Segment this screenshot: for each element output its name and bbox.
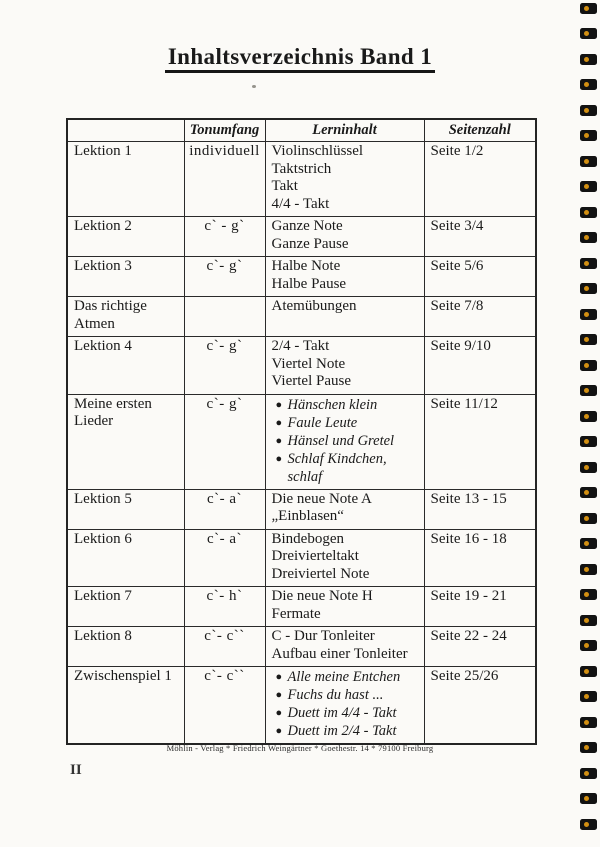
page-title — [0, 44, 600, 70]
binding-hole — [580, 411, 597, 422]
table-header-row — [67, 119, 536, 142]
tonumfang-cell: individuell — [184, 142, 265, 217]
bullet-item-text: Duett im 2/4 - Takt — [287, 723, 397, 739]
contents-table — [66, 118, 537, 745]
binding-hole — [580, 640, 597, 651]
binding-hole — [580, 28, 597, 39]
binding-hole — [580, 105, 597, 116]
seitenzahl-cell: Seite 3/4 — [424, 217, 536, 257]
tonumfang-cell: c`- c`` — [184, 667, 265, 745]
lerninhalt-line: Ganze Note — [271, 218, 343, 234]
lerninhalt-cell — [265, 489, 424, 529]
publisher-footer: Möhlin - Verlag * Friedrich Weingärtner * Goethestr. 14 * 79100 Freiburg — [166, 743, 434, 753]
lerninhalt-line: Aufbau einer Tonleiter — [271, 645, 408, 662]
bullet-icon: ● — [275, 707, 283, 719]
binding-hole — [580, 589, 597, 600]
binding-hole — [580, 334, 597, 345]
lerninhalt-line: Fermate — [271, 605, 321, 622]
binding-hole — [580, 564, 597, 575]
seitenzahl-cell: Seite 1/2 — [424, 142, 536, 217]
binding-wire-dot — [584, 771, 589, 776]
seitenzahl-cell: Seite 13 - 15 — [424, 489, 536, 529]
bullet-item-text: Faule Leute — [287, 414, 358, 431]
binding-wire-dot — [584, 286, 589, 291]
binding-wire-dot — [584, 363, 589, 368]
row-label-cell: Lektion 6 — [67, 529, 184, 587]
binding-hole — [580, 258, 597, 269]
bullet-icon: ● — [275, 452, 283, 465]
lerninhalt-line: Viertel Note — [271, 355, 346, 372]
bullet-item-text: Hänsel und Gretel — [287, 432, 395, 449]
tonumfang-cell: c`- c`` — [184, 627, 265, 667]
binding-wire-dot — [584, 516, 589, 521]
lerninhalt-line: Takt — [271, 178, 298, 194]
bullet-item — [272, 396, 414, 414]
binding-wire-dot — [584, 337, 589, 342]
table-row — [67, 142, 536, 217]
bullet-item-text: Hänschen klein — [287, 396, 378, 413]
binding-hole — [580, 691, 597, 702]
binding-wire-dot — [584, 694, 589, 699]
row-label-cell: Lektion 4 — [67, 337, 184, 395]
binding-hole — [580, 717, 597, 728]
seitenzahl-cell: Seite 7/8 — [424, 297, 536, 337]
scan-speck — [252, 85, 256, 88]
header-empty — [67, 119, 184, 142]
row-label-cell: Zwischenspiel 1 — [67, 667, 184, 745]
table-row — [67, 394, 536, 489]
binding-hole — [580, 79, 597, 90]
binding-wire-dot — [584, 133, 589, 138]
bullet-item — [272, 722, 414, 740]
binding-hole — [580, 130, 597, 141]
binding-wire-dot — [584, 796, 589, 801]
row-label-cell: Lektion 8 — [67, 627, 184, 667]
binding-wire-dot — [584, 159, 589, 164]
binding-hole — [580, 513, 597, 524]
bullet-item-text: Duett im 4/4 - Takt — [287, 705, 397, 721]
bullet-item-text: Alle meine Entchen — [287, 669, 401, 685]
binding-wire-dot — [584, 490, 589, 495]
table-row — [67, 297, 536, 337]
table-row — [67, 489, 536, 529]
binding-wire-dot — [584, 592, 589, 597]
binding-wire-dot — [584, 312, 589, 317]
lerninhalt-cell — [265, 337, 424, 395]
lerninhalt-line: Ganze Pause — [271, 235, 349, 252]
table-row — [67, 587, 536, 627]
seitenzahl-cell: Seite 22 - 24 — [424, 627, 536, 667]
tonumfang-cell: c`- g` — [184, 257, 265, 297]
binding-hole — [580, 207, 597, 218]
seitenzahl-cell: Seite 19 - 21 — [424, 587, 536, 627]
lerninhalt-line: Violinschlüssel — [271, 143, 364, 159]
lerninhalt-line: Bindebogen — [271, 530, 344, 547]
header-tonumfang: Tonumfang — [184, 119, 265, 142]
page-number: II — [70, 762, 82, 778]
binding-hole — [580, 768, 597, 779]
binding-hole — [580, 462, 597, 473]
binding-wire-dot — [584, 567, 589, 572]
binding-hole — [580, 3, 597, 14]
spiral-binding — [574, 0, 600, 847]
row-label-cell: Lektion 5 — [67, 489, 184, 529]
bullet-item — [272, 450, 414, 486]
bullet-icon: ● — [275, 725, 283, 737]
binding-wire-dot — [584, 261, 589, 266]
bullet-item — [272, 704, 414, 722]
binding-hole — [580, 156, 597, 167]
bullet-icon: ● — [275, 416, 283, 429]
lerninhalt-cell — [265, 667, 424, 745]
tonumfang-cell: c` - g` — [184, 217, 265, 257]
binding-wire-dot — [584, 235, 589, 240]
lerninhalt-line: Die neue Note A — [271, 490, 372, 507]
seitenzahl-cell: Seite 9/10 — [424, 337, 536, 395]
binding-hole — [580, 666, 597, 677]
binding-hole — [580, 360, 597, 371]
lerninhalt-line: Dreivierteltakt — [271, 548, 359, 564]
lerninhalt-line: Taktstrich — [271, 160, 332, 177]
lerninhalt-line: 4/4 - Takt — [271, 195, 330, 212]
bullet-item-text: Fuchs du hast ... — [287, 687, 384, 703]
binding-wire-dot — [584, 210, 589, 215]
binding-wire-dot — [584, 720, 589, 725]
binding-wire-dot — [584, 388, 589, 393]
bullet-item — [272, 686, 414, 704]
binding-hole — [580, 283, 597, 294]
table-row — [67, 217, 536, 257]
seitenzahl-cell: Seite 25/26 — [424, 667, 536, 745]
header-lerninhalt: Lerninhalt — [265, 119, 424, 142]
binding-hole — [580, 819, 597, 830]
seitenzahl-cell: Seite 5/6 — [424, 257, 536, 297]
binding-hole — [580, 538, 597, 549]
bullet-item — [272, 432, 414, 450]
lerninhalt-line: 2/4 - Takt — [271, 338, 330, 354]
bullet-item-text: Schlaf Kindchen, schlaf — [287, 450, 387, 485]
binding-hole — [580, 436, 597, 447]
page-title-text: Inhaltsverzeichnis Band 1 — [165, 44, 435, 73]
binding-wire-dot — [584, 108, 589, 113]
binding-wire-dot — [584, 465, 589, 470]
binding-hole — [580, 309, 597, 320]
bullet-item — [272, 414, 414, 432]
lerninhalt-cell — [265, 257, 424, 297]
table-row — [67, 257, 536, 297]
lerninhalt-line: Die neue Note H — [271, 588, 373, 604]
lerninhalt-cell — [265, 627, 424, 667]
binding-wire-dot — [584, 184, 589, 189]
tonumfang-cell: c`- g` — [184, 337, 265, 395]
row-label-cell: Lektion 2 — [67, 217, 184, 257]
table-row — [67, 337, 536, 395]
binding-hole — [580, 232, 597, 243]
table-row — [67, 627, 536, 667]
binding-hole — [580, 181, 597, 192]
lerninhalt-cell — [265, 217, 424, 257]
tonumfang-cell: c`- a` — [184, 529, 265, 587]
row-label-cell: Lektion 3 — [67, 257, 184, 297]
lerninhalt-cell — [265, 529, 424, 587]
seitenzahl-cell: Seite 11/12 — [424, 394, 536, 489]
bullet-icon: ● — [275, 671, 283, 683]
table-row — [67, 529, 536, 587]
bullet-item — [272, 668, 414, 686]
row-label-cell: Lektion 7 — [67, 587, 184, 627]
binding-wire-dot — [584, 541, 589, 546]
lerninhalt-line: Halbe Note — [271, 258, 341, 274]
binding-wire-dot — [584, 618, 589, 623]
row-label-cell: Das richtige Atmen — [67, 297, 184, 337]
binding-wire-dot — [584, 31, 589, 36]
lerninhalt-line: Viertel Pause — [271, 373, 351, 389]
binding-hole — [580, 487, 597, 498]
binding-wire-dot — [584, 669, 589, 674]
binding-wire-dot — [584, 822, 589, 827]
tonumfang-cell: c`- a` — [184, 489, 265, 529]
tonumfang-cell: c`- g` — [184, 394, 265, 489]
lerninhalt-cell — [265, 587, 424, 627]
lerninhalt-line: Atemübungen — [271, 298, 357, 314]
table-row — [67, 667, 536, 745]
bullet-icon: ● — [275, 689, 283, 701]
binding-hole — [580, 385, 597, 396]
binding-wire-dot — [584, 6, 589, 11]
seitenzahl-cell: Seite 16 - 18 — [424, 529, 536, 587]
row-label-cell: Meine ersten Lieder — [67, 394, 184, 489]
lerninhalt-line: Dreiviertel Note — [271, 565, 370, 582]
lerninhalt-line: C - Dur Tonleiter — [271, 628, 375, 644]
bullet-icon: ● — [275, 434, 283, 447]
header-seitenzahl: Seitenzahl — [424, 119, 536, 142]
lerninhalt-cell — [265, 297, 424, 337]
binding-wire-dot — [584, 643, 589, 648]
binding-wire-dot — [584, 439, 589, 444]
lerninhalt-cell — [265, 142, 424, 217]
binding-hole — [580, 615, 597, 626]
bullet-icon: ● — [275, 398, 283, 411]
binding-hole — [580, 793, 597, 804]
row-label-cell: Lektion 1 — [67, 142, 184, 217]
binding-wire-dot — [584, 414, 589, 419]
binding-wire-dot — [584, 82, 589, 87]
tonumfang-cell — [184, 297, 265, 337]
lerninhalt-cell — [265, 394, 424, 489]
lerninhalt-line: „Einblasen“ — [271, 508, 344, 524]
lerninhalt-line: Halbe Pause — [271, 275, 347, 292]
tonumfang-cell: c`- h` — [184, 587, 265, 627]
